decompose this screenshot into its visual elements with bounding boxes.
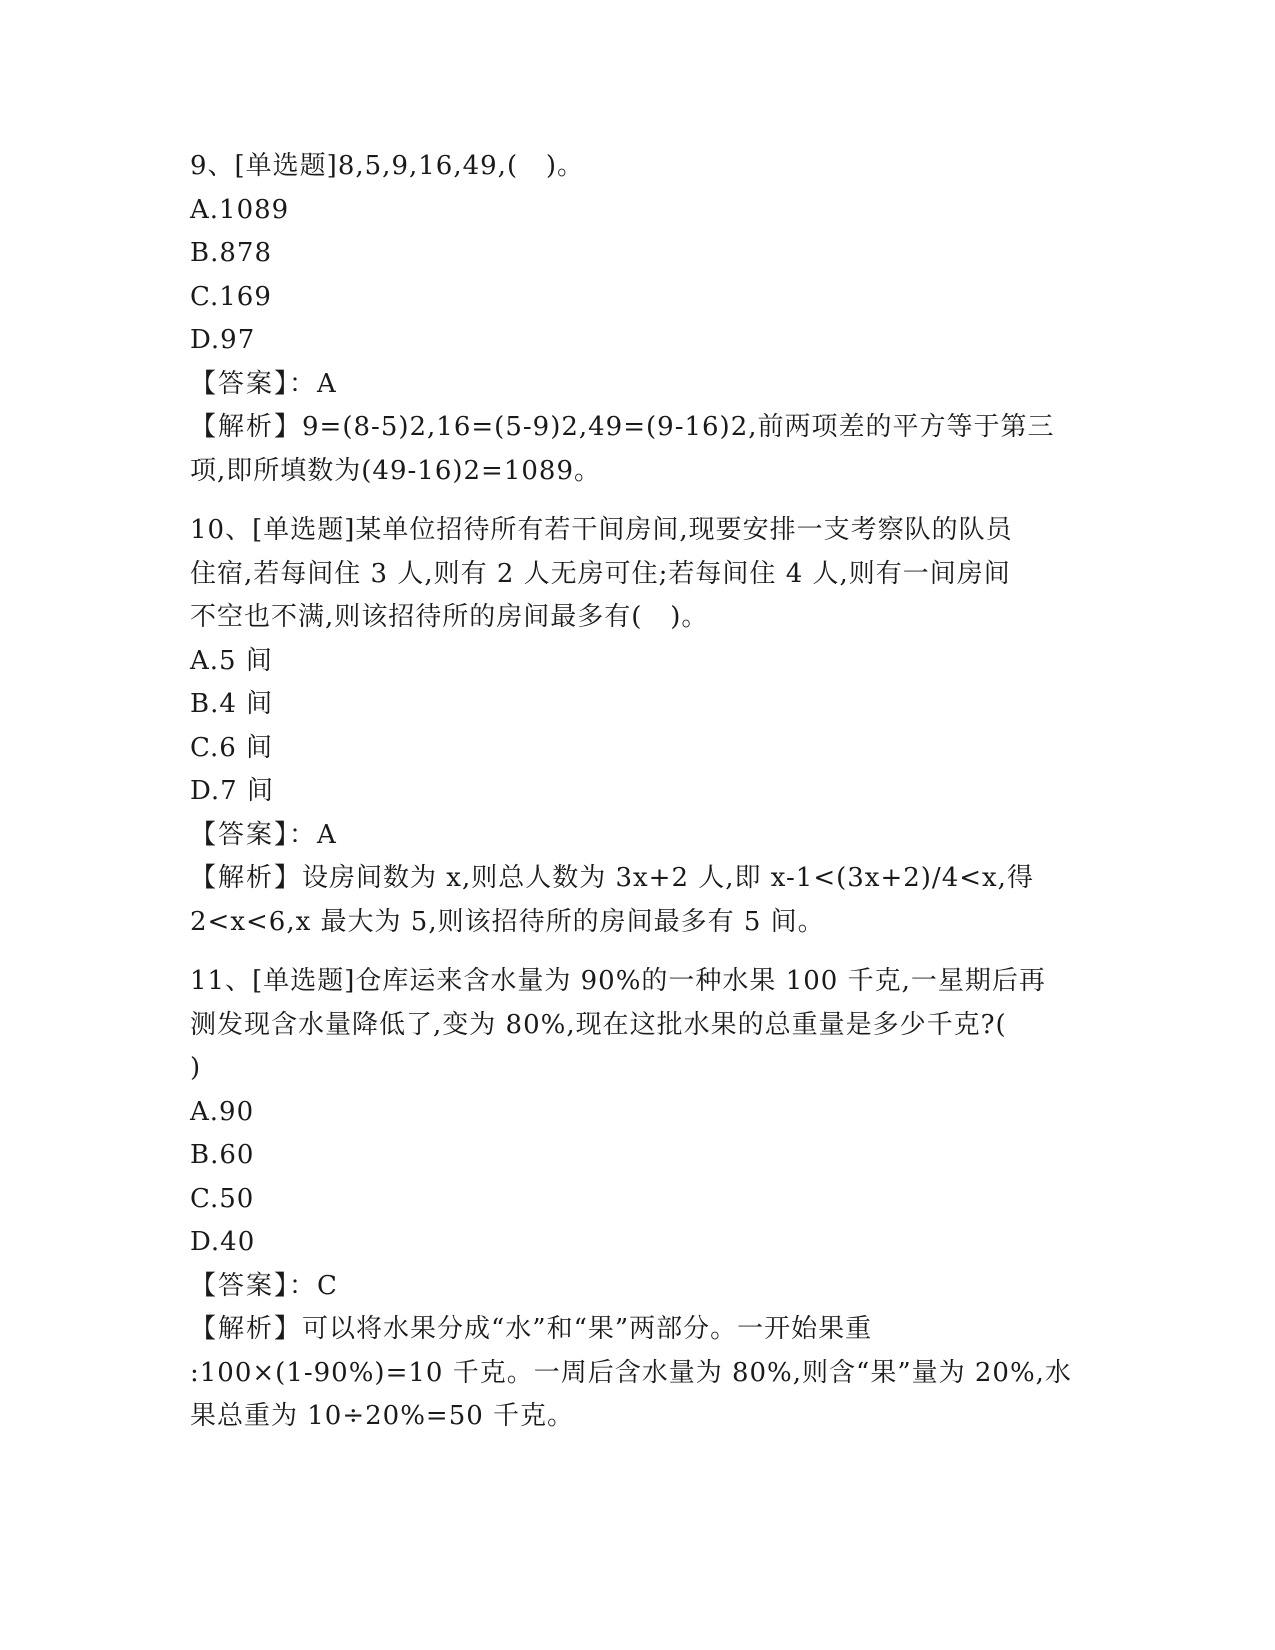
option-b: B.60 [190, 1140, 255, 1170]
analysis-text: 果总重为 10÷20%=50 千克。 [190, 1401, 575, 1431]
question-stem: 住宿,若每间住 3 人,则有 2 人无房可住;若每间住 4 人,则有一间房间 [190, 558, 1011, 589]
answer-value: C [317, 1270, 338, 1301]
document-page [190, 145, 1090, 1455]
option-b: B.4 间 [190, 689, 274, 719]
analysis-line [190, 406, 1090, 450]
option-d: D.40 [190, 1227, 256, 1257]
analysis-text: :100×(1-90%)=10 千克。一周后含水量为 80%,则含“果”量为 20%,水 [190, 1357, 1072, 1388]
option-a: A.1089 [190, 194, 290, 225]
option-a: A.90 [190, 1096, 255, 1127]
analysis-label: 【解析】 [190, 863, 303, 893]
question-stem: 11、[单选题]仓库运来含水量为 90%的一种水果 100 千克,一星期后再 [190, 966, 1046, 996]
option-c: C.169 [190, 281, 272, 312]
answer-line [190, 1265, 1090, 1309]
answer-line [190, 363, 1090, 407]
analysis-text: 9=(8-5)2,16=(5-9)2,49=(9-16)2,前两项差的平方等于第三 [302, 412, 1055, 442]
question-11 [190, 960, 1090, 1439]
answer-label: 【答案】： [190, 368, 318, 399]
analysis-text: 设房间数为 x,则总人数为 3x+2 人,即 x-1<(3x+2)/4<x,得 [302, 863, 1034, 893]
analysis-text: 2<x<6,x 最大为 5,则该招待所的房间最多有 5 间。 [190, 906, 825, 937]
answer-value: A [317, 819, 337, 850]
question-stem: 10、[单选题]某单位招待所有若干间房间,现要安排一支考察队的队员 [190, 515, 1013, 545]
option-c: C.50 [190, 1183, 255, 1214]
analysis-text: 可以将水果分成“水”和“果”两部分。一开始果重 [302, 1314, 873, 1344]
question-stem: 测发现含水量降低了,变为 80%,现在这批水果的总重量是多少千克?( [190, 1009, 1007, 1040]
analysis-line [190, 1308, 1090, 1352]
answer-label: 【答案】： [190, 1270, 318, 1301]
question-stem: ) [190, 1053, 202, 1083]
question-9 [190, 145, 1090, 493]
analysis-label: 【解析】 [190, 1314, 303, 1344]
answer-line [190, 814, 1090, 858]
analysis-label: 【解析】 [190, 412, 303, 442]
option-a: A.5 间 [190, 645, 273, 676]
answer-value: A [317, 368, 337, 399]
question-stem: 9、[单选题]8,5,9,16,49,( )。 [190, 151, 585, 181]
answer-label: 【答案】： [190, 819, 318, 850]
analysis-text: 项,即所填数为(49-16)2=1089。 [190, 455, 602, 486]
question-10 [190, 509, 1090, 944]
option-c: C.6 间 [190, 732, 274, 763]
option-d: D.7 间 [190, 776, 274, 806]
analysis-line [190, 857, 1090, 901]
option-b: B.878 [190, 238, 272, 268]
question-stem: 不空也不满,则该招待所的房间最多有( )。 [190, 602, 709, 632]
option-d: D.97 [190, 325, 256, 355]
